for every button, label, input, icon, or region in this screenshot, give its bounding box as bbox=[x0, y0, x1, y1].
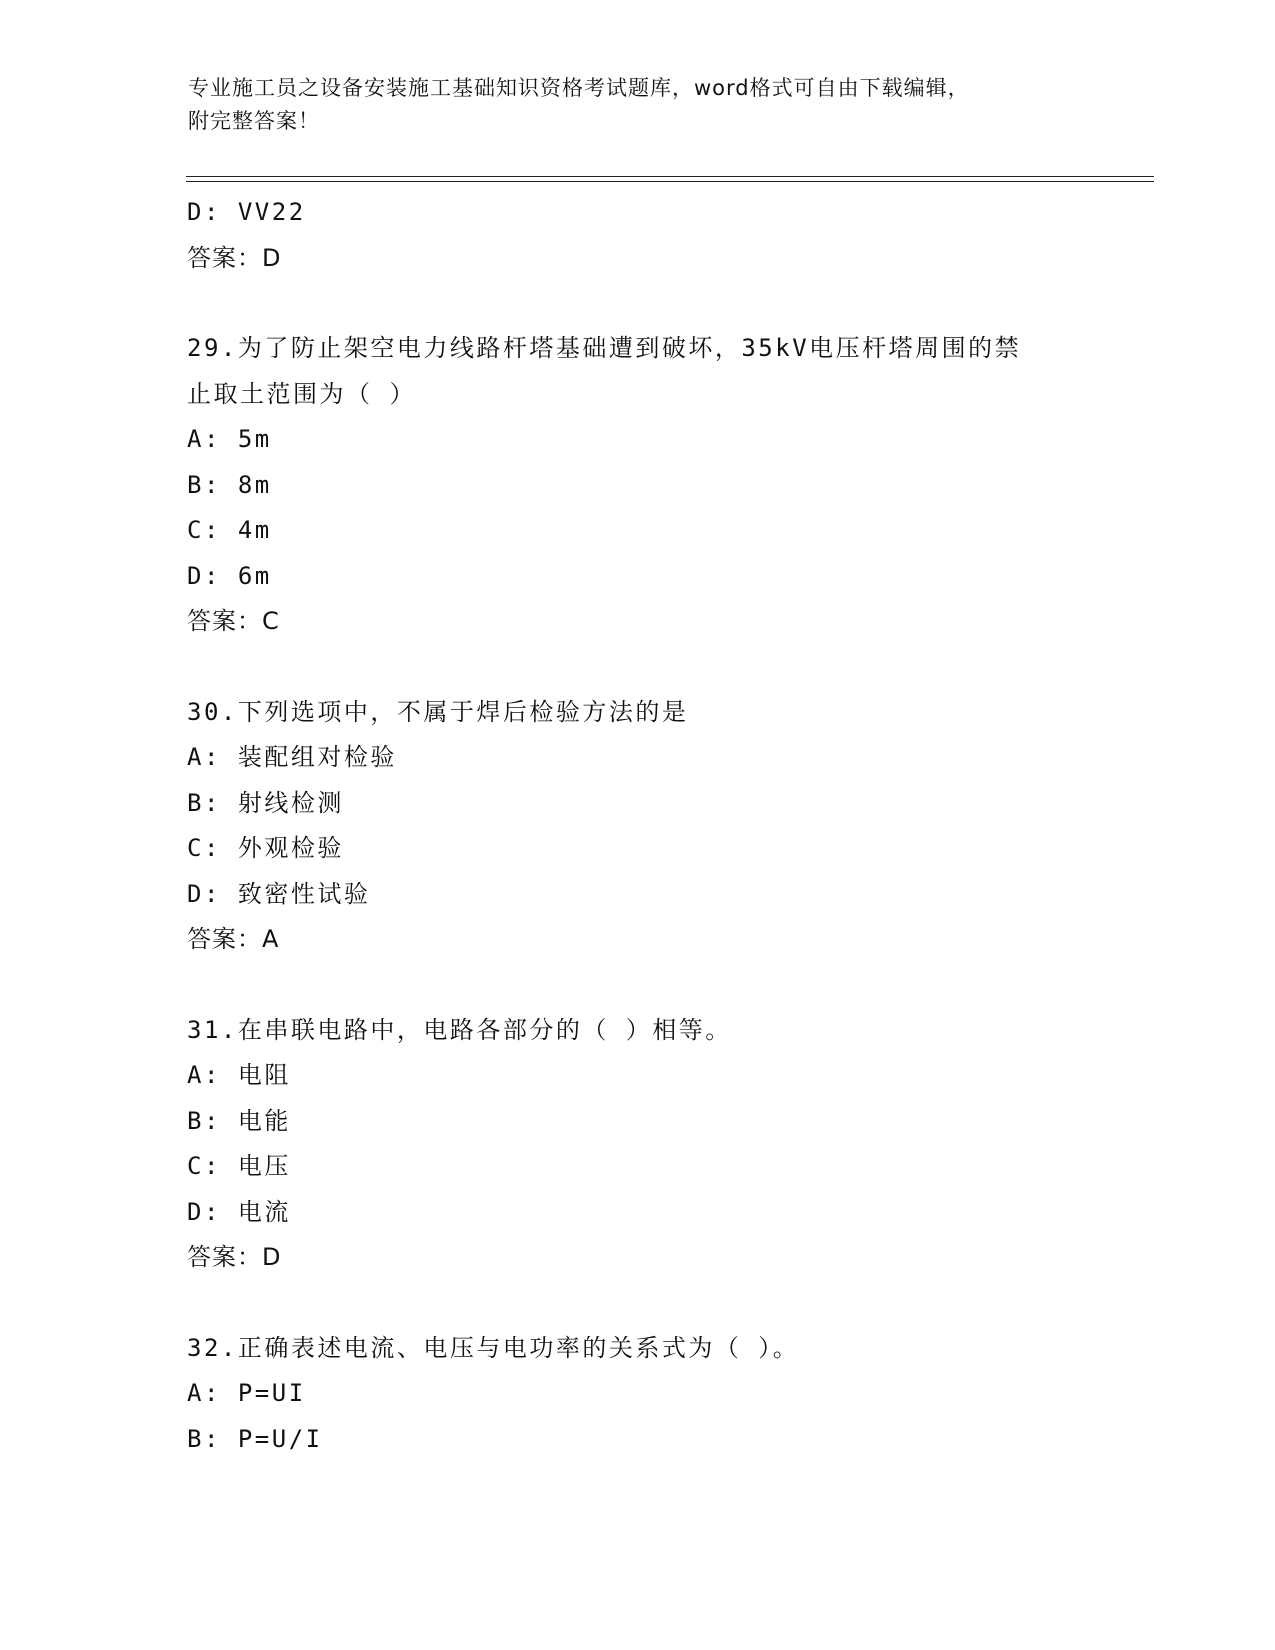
answer-line: 答案：C bbox=[187, 607, 280, 635]
answer-line: 答案：A bbox=[187, 925, 280, 953]
question-text-line-1: 30.下列选项中，不属于焊后检验方法的是 bbox=[187, 697, 689, 726]
option-d: D: VV22 bbox=[187, 198, 306, 226]
spacer bbox=[187, 645, 1147, 690]
header-line-1: 专业施工员之设备安装施工基础知识资格考试题库，word格式可自由下载编辑， bbox=[188, 76, 970, 100]
option-d: D: 致密性试验 bbox=[187, 879, 371, 908]
question-text-line-2: 止取土范围为（ ） bbox=[187, 379, 416, 408]
header-divider-top bbox=[186, 176, 1154, 177]
spacer bbox=[187, 281, 1147, 326]
option-b: B: 射线检测 bbox=[187, 788, 344, 817]
option-c: C: 电压 bbox=[187, 1152, 291, 1180]
answer-line: 答案：D bbox=[187, 243, 282, 272]
option-a: A: P=UI bbox=[187, 1379, 306, 1407]
question-29 bbox=[187, 326, 1147, 645]
option-a: A: 电阻 bbox=[187, 1061, 291, 1089]
option-d: D: 电流 bbox=[187, 1197, 291, 1226]
question-text-line-1: 31.在串联电路中，电路各部分的（ ）相等。 bbox=[187, 1015, 732, 1044]
header-divider-bottom bbox=[186, 181, 1154, 182]
option-a: A: 5m bbox=[187, 425, 272, 453]
spacer bbox=[187, 963, 1147, 1008]
option-c: C: 外观检验 bbox=[187, 834, 344, 862]
option-b: B: P=U/I bbox=[187, 1424, 323, 1453]
header-line-2: 附完整答案！ bbox=[188, 109, 320, 133]
question-30 bbox=[187, 690, 1147, 963]
question-text-line-1: 29.为了防止架空电力线路杆塔基础遭到破坏，35kV电压杆塔周围的禁 bbox=[187, 334, 1022, 362]
option-b: B: 电能 bbox=[187, 1106, 291, 1135]
option-a: A: 装配组对检验 bbox=[187, 743, 397, 771]
carryover-block bbox=[187, 190, 1147, 281]
option-c: C: 4m bbox=[187, 516, 272, 544]
document-header bbox=[188, 72, 1088, 138]
question-32 bbox=[187, 1326, 1147, 1463]
answer-line: 答案：D bbox=[187, 1243, 282, 1271]
option-b: B: 8m bbox=[187, 470, 272, 499]
question-text-line-1: 32.正确表述电流、电压与电功率的关系式为（ ）。 bbox=[187, 1333, 800, 1362]
option-d: D: 6m bbox=[187, 561, 272, 590]
question-31 bbox=[187, 1008, 1147, 1281]
spacer bbox=[187, 1281, 1147, 1326]
question-list bbox=[187, 190, 1147, 1462]
